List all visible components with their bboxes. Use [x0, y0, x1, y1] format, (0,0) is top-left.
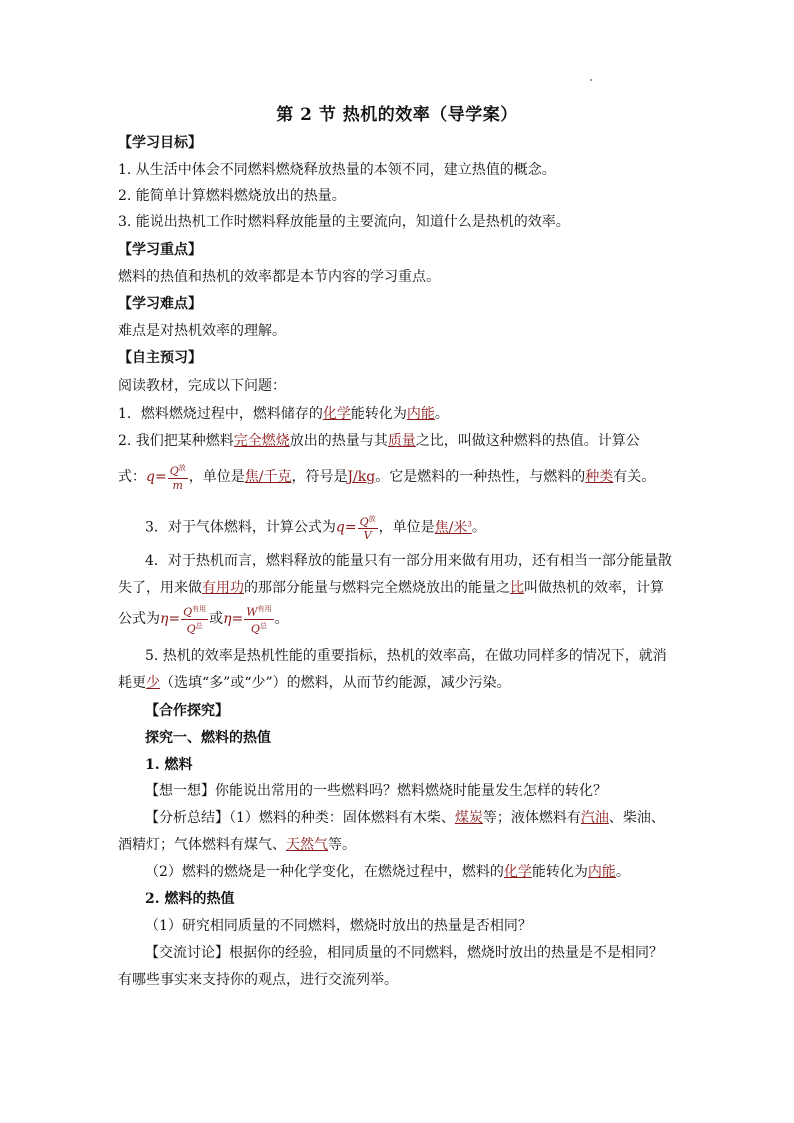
q2-text-e: 式：: [118, 469, 146, 485]
question-4-line-1: 4．对于热机而言，燃料释放的能量只有一部分用来做有用功，还有相当一部分能量散: [145, 553, 672, 569]
analysis-text-h: 能转化为: [531, 864, 588, 880]
discuss-line-1: [145, 943, 705, 963]
question-2-line-2: [118, 462, 678, 492]
question-3: [145, 509, 705, 543]
analysis-answer-3: 天然气: [286, 837, 328, 853]
cooperation-heading: 【合作探究】: [145, 703, 229, 719]
analysis-text-e: 酒精灯；气体燃料有煤气、: [118, 837, 286, 853]
q4-text-b: 失了，用来做: [118, 580, 202, 596]
q2-text-j: 有关。: [613, 469, 656, 485]
q4-formula-1-denominator: [181, 620, 208, 636]
q4-f1-den-symbol: Q: [186, 622, 196, 636]
goal-3: 3. 能说出热机工作时燃料释放能量的主要流向，知道什么是热机的效率。: [118, 214, 570, 230]
q3-text-c: 。: [471, 519, 486, 536]
discuss-line-2: 有哪些事实来支持你的观点，进行交流列举。: [118, 972, 398, 988]
analysis-answer-1: 煤炭: [454, 810, 483, 826]
q2-formula-fraction: [168, 462, 188, 492]
q2-formula-denominator: m: [172, 478, 183, 492]
q3-num-sup: 放: [368, 514, 376, 523]
question-4-line-3: [118, 603, 678, 635]
q2-text-i: 。它是燃料的一种热性，与燃料的: [375, 469, 586, 485]
q1-text-d: 。: [434, 406, 449, 422]
analysis-line-3: [145, 862, 705, 882]
q4-formula-2-denominator: [244, 620, 273, 636]
q4-formula-1-numerator: [181, 603, 208, 620]
q4-formula-1-fraction: [181, 603, 208, 635]
q3-formula-denominator: V: [363, 529, 372, 543]
key-text: 燃料的热值和热机的效率都是本节内容的学习重点。: [118, 269, 440, 285]
q3-text-b: ，单位是: [378, 519, 435, 536]
analysis-text-c: 等；液体燃料有: [482, 810, 581, 826]
analysis-text-i: 。: [615, 864, 630, 880]
analysis-text-f: 等。: [328, 837, 356, 853]
goals-heading: 【学习目标】: [118, 135, 202, 151]
q2-answer-2: 质量: [387, 433, 416, 449]
q4-f2-den-symbol: Q: [250, 622, 260, 636]
q4-f1-num-sup: 有用: [192, 605, 207, 613]
key-heading: 【学习重点】: [118, 242, 202, 258]
question-2-line-1: [118, 431, 678, 451]
analysis-line-1: [145, 808, 705, 828]
analysis-answer-5: 内能: [587, 864, 616, 880]
explore-1-heading: 探究一、燃料的热值: [145, 730, 271, 746]
difficulty-heading: 【学习难点】: [118, 296, 202, 312]
q4-f1-den-sup: 总: [195, 621, 203, 630]
q4-f2-num-symbol: W: [246, 605, 258, 619]
question-5-line-2: [118, 673, 678, 693]
q1-answer-1: 化学: [322, 406, 351, 422]
q3-answer-sup: 3: [467, 520, 472, 528]
preview-intro: 阅读教材，完成以下问题：: [118, 378, 286, 394]
think-paragraph: [145, 781, 705, 801]
q4-formula-2-numerator: [244, 603, 273, 620]
question-4-line-2: [118, 578, 678, 598]
question-5-line-1: 5. 热机的效率是热机性能的重要指标，热机的效率高，在做功同样多的情况下，就消: [145, 648, 667, 664]
preview-heading: 【自主预习】: [118, 350, 202, 366]
q4-formula-2-fraction: [244, 603, 273, 635]
analysis-text-a: （1）燃料的种类：固体燃料有木柴、: [229, 810, 455, 826]
q1-text-a: 1．燃料燃烧过程中，燃料储存的: [118, 406, 323, 422]
q2-text-d: 之比，叫做这种燃料的热值。计算公: [415, 433, 640, 449]
q4-text-f: 。: [274, 611, 289, 628]
q3-num-symbol: Q: [359, 515, 369, 529]
discuss-label: 【交流讨论】: [145, 945, 229, 961]
q3-answer-1: [435, 520, 472, 536]
q2-text-g: ，单位是: [188, 469, 245, 485]
q4-f2-den-sup: 总: [259, 621, 267, 630]
q4-answer-2: 比: [510, 580, 524, 596]
analysis-label: 【分析总结】: [145, 810, 229, 826]
q4-formula-1-var: η=: [160, 611, 181, 628]
heat-value-heading: 2. 燃料的热值: [145, 891, 235, 907]
q2-formula-numerator: [168, 462, 188, 479]
q2-answer-4: J/kg: [347, 469, 376, 485]
q3-formula-fraction: [358, 513, 378, 543]
goal-2: 2. 能简单计算燃料燃烧放出的热量。: [118, 188, 346, 204]
difficulty-text: 难点是对热机效率的理解。: [118, 323, 286, 339]
q2-text-h: ，符号是: [291, 469, 348, 485]
discuss-text-1: 根据你的经验，相同质量的不同燃料，燃烧时放出的热量是不是相同？: [229, 945, 663, 961]
q2-answer-1: 完全燃烧: [233, 433, 290, 449]
fuel-heading: 1. 燃料: [145, 757, 193, 773]
q3-formula-numerator: [358, 513, 378, 530]
q4-text-c: 的那部分能量与燃料完全燃烧放出的能量之: [244, 580, 510, 596]
question-1: [118, 404, 678, 424]
q3-formula-var: q=: [335, 519, 357, 536]
q2-formula-var: q=: [146, 469, 167, 485]
think-label: 【想一想】: [145, 783, 215, 799]
q2-text-c: 放出的热量与其: [289, 433, 388, 449]
heat-question-1: （1）研究相同质量的不同燃料，燃烧时放出的热量是否相同？: [145, 918, 532, 934]
q4-formula-2-var: η=: [223, 611, 244, 628]
q5-answer-1: 少: [146, 675, 160, 691]
q1-answer-2: 内能: [406, 406, 435, 422]
q4-f1-num-symbol: Q: [183, 605, 193, 619]
analysis-line-2: [118, 835, 678, 855]
goal-1: 1. 从生活中体会不同燃料燃烧释放热量的本领不同，建立热值的概念。: [118, 162, 556, 178]
q2-answer-3: 焦/千克: [244, 469, 292, 485]
q2-num-sup: 放: [178, 464, 186, 473]
think-text: 你能说出常用的一些燃料吗？燃料燃烧时能量发生怎样的转化？: [215, 783, 607, 799]
q3-answer-unit: 焦/米: [434, 519, 468, 536]
analysis-text-g: （2）燃料的燃烧是一种化学变化，在燃烧过程中，燃料的: [145, 864, 504, 880]
speck-mark: [590, 79, 592, 81]
q2-num-symbol: Q: [169, 464, 179, 478]
q3-text-a: 3．对于气体燃料，计算公式为: [145, 519, 336, 536]
q4-text-or: 或: [209, 611, 224, 628]
q1-text-c: 能转化为: [350, 406, 407, 422]
q5-text-b: 耗更: [118, 675, 146, 691]
page-title: 第 2 节 热机的效率（导学案）: [276, 105, 518, 125]
q2-answer-5: 种类: [585, 469, 614, 485]
q2-text-a: 2. 我们把某种燃料: [118, 433, 234, 449]
analysis-answer-4: 化学: [503, 864, 532, 880]
analysis-text-d: 、柴油、: [608, 810, 665, 826]
q4-text-d: 叫做热机的效率，计算: [524, 580, 664, 596]
q4-text-e: 公式为: [118, 611, 160, 628]
q4-f2-num-sup: 有用: [257, 605, 272, 613]
q4-answer-1: 有用功: [202, 580, 244, 596]
analysis-answer-2: 汽油: [580, 810, 609, 826]
q5-text-c: （选填“多”或“少”）的燃料，从而节约能源，减少污染。: [160, 675, 511, 691]
